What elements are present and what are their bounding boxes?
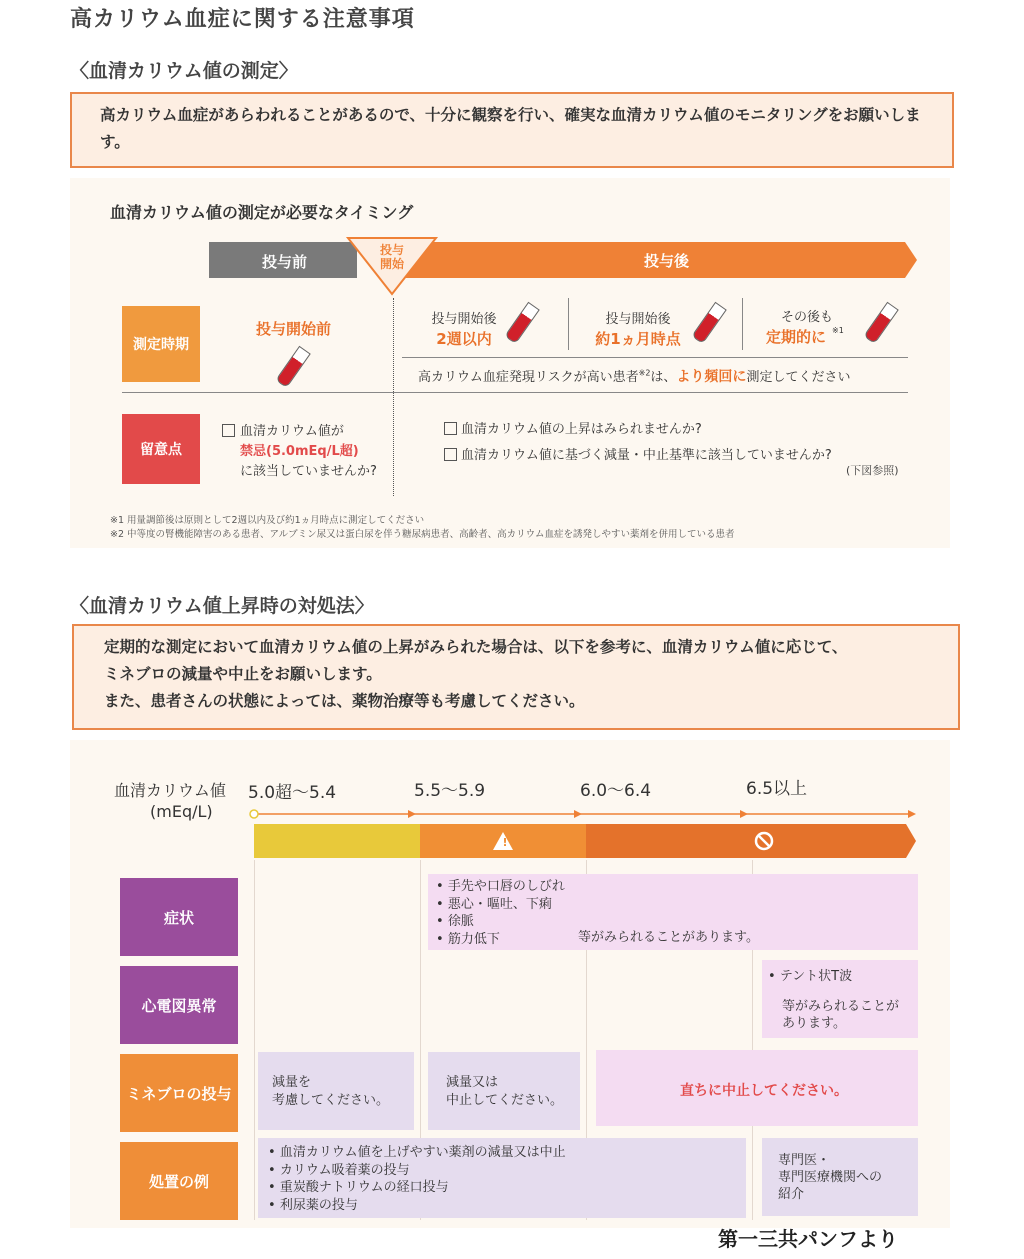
list-item: • 血清カリウム値を上げやすい薬剤の減量又は中止 [268, 1145, 566, 1160]
check-before-3: に該当していませんか? [240, 464, 377, 479]
checkbox [444, 448, 457, 461]
bar-after-label: 投与後 [644, 252, 690, 270]
axis-label-2: (mEq/L) [150, 802, 213, 821]
measure-divider [568, 298, 569, 350]
range-arrowhead [740, 810, 748, 818]
footnote-2: ※2 中等度の腎機能障害のある患者、アルブミン尿又は蛋白尿を伴う糖尿病患者、高齢者、高カリウム血症を誘発しやすい薬剤を併用している患者 [110, 529, 735, 540]
list-item-text: 重炭酸ナトリウムの経口投与 [279, 1180, 449, 1196]
source-credit: 第一三共パンフより [718, 1227, 898, 1251]
timing-title: 血清カリウム値の測定が必要なタイミング [110, 203, 414, 222]
section1-callout-text: 高カリウム血症があらわれることがあるので、十分に観察を行い、確実な血清カリウム値のモニタリングをお願いします。 [100, 106, 921, 152]
row-label-measure: 測定時期 [122, 306, 200, 382]
range-arrowhead [908, 810, 916, 818]
list-item: • 筋力低下 [436, 931, 500, 947]
grid-line [254, 860, 255, 1220]
measure-a-line1: 投与開始後 [431, 312, 497, 327]
dose-3: 直ちに中止してください。 [680, 1083, 848, 1099]
list-item-text: 手先や口唇のしびれ [447, 879, 565, 894]
checkbox [222, 424, 235, 437]
measure-b-line2: 約1ヵ月時点 [595, 330, 681, 348]
list-item-text: 筋力低下 [447, 931, 500, 947]
list-item-text: 血清カリウム値を上げやすい薬剤の減量又は中止 [279, 1145, 566, 1160]
measure-a-line2: 2週以内 [436, 330, 492, 348]
range-label: 5.5〜5.9 [414, 781, 486, 801]
start-divider [393, 298, 394, 496]
range-start-dot [250, 810, 258, 818]
timing-panel [70, 178, 950, 548]
warning-icon: ! [502, 836, 508, 849]
section1-callout [70, 92, 954, 168]
check-after-1: 血清カリウム値の上昇はみられませんか? [461, 422, 702, 437]
checkbox [444, 422, 457, 435]
check-before-2: 禁忌(5.0mEq/L超) [240, 444, 359, 459]
range-band-red-orange [586, 824, 916, 858]
list-item-text: カリウム吸着薬の投与 [279, 1162, 410, 1178]
list-item: • 徐脈 [436, 914, 474, 930]
range-label: 6.0〜6.4 [580, 781, 652, 801]
check-before-1: 血清カリウム値が [240, 424, 344, 439]
dose-2-b: 中止してください。 [446, 1093, 564, 1108]
bar-before-label: 投与前 [262, 253, 308, 271]
refer-1: 専門医・ [778, 1153, 831, 1168]
page-title: 高カリウム血症に関する注意事項 [70, 7, 415, 32]
section2-heading: 〈血清カリウム値上昇時の対処法〉 [70, 595, 374, 617]
dose-1-a: 減量を [272, 1075, 312, 1090]
row-label-caution: 留意点 [122, 414, 200, 484]
measure-divider [742, 298, 743, 350]
measure-c-sup: ※1 [832, 326, 844, 335]
action-list [268, 1144, 566, 1214]
high-risk-rule [402, 357, 908, 358]
dose-1-b: 考慮してください。 [272, 1093, 390, 1108]
ecg-item-text: テント状T波 [779, 969, 853, 984]
high-risk-post: 測定してください [746, 370, 851, 385]
high-risk-note [418, 366, 850, 386]
dose-2-a: 減量又は [446, 1075, 499, 1090]
refer-2: 専門医療機関への [778, 1170, 883, 1185]
row-label-dose: ミネブロの投与 [120, 1054, 238, 1132]
section2-callout-text [104, 634, 944, 715]
row-label-ecg: 心電図異常 [120, 966, 238, 1044]
symptom-list [436, 878, 565, 948]
row-label-symptom: 症状 [120, 878, 238, 956]
timeline-bar [205, 236, 920, 298]
range-band-yellow [254, 824, 420, 858]
check-after-2: 血清カリウム値に基づく減量・中止基準に該当していませんか? [461, 448, 832, 463]
section2-callout-line2: ミネブロの減量や中止をお願いします。 [104, 665, 382, 684]
ecg-tail-1: 等がみられることが [782, 999, 900, 1014]
refer-3: 紹介 [778, 1187, 805, 1202]
measure-b-line1: 投与開始後 [605, 312, 671, 327]
list-item: • 悪心・嘔吐、下痢 [436, 896, 552, 912]
measure-c-line1: その後も [780, 310, 833, 325]
high-risk-sup: ※2 [638, 368, 651, 378]
see-below: (下図参照) [846, 464, 899, 477]
ecg-item: • テント状T波 [768, 969, 853, 984]
range-bar [248, 800, 920, 860]
range-arrowhead [408, 810, 416, 818]
list-item-text: 悪心・嘔吐、下痢 [447, 896, 552, 912]
section2-callout [72, 624, 960, 730]
section2-callout-line1: 定期的な測定において血清カリウム値の上昇がみられた場合は、以下を参考に、血清カリウム値に応じて、 [104, 638, 848, 656]
bar-start-label: 投与 開始 [379, 243, 404, 272]
section1-heading: 〈血清カリウム値の測定〉 [70, 60, 298, 82]
measure-c-line2: 定期的に [766, 328, 827, 346]
list-item-text: 徐脈 [447, 914, 474, 930]
footnote-1: ※1 用量調節後は原則として2週以内及び約1ヵ月時点に測定してください [110, 515, 425, 526]
high-risk-mid: は、 [650, 370, 677, 385]
section2-callout-line3: また、患者さんの状態によっては、薬物治療等も考慮してください。 [104, 692, 585, 711]
range-label: 5.0超〜5.4 [248, 783, 337, 803]
list-item-text: 利尿薬の投与 [279, 1197, 358, 1213]
list-item: • カリウム吸着薬の投与 [268, 1162, 410, 1178]
ecg-tail-2: あります。 [782, 1016, 846, 1031]
list-item: • 手先や口唇のしびれ [436, 879, 565, 894]
high-risk-emph: より頻回に [676, 369, 747, 385]
axis-label-1: 血清カリウム値 [114, 781, 226, 800]
range-arrowhead [574, 810, 582, 818]
high-risk-pre: 高カリウム血症発現リスクが高い患者 [418, 370, 639, 385]
list-item: • 利尿薬の投与 [268, 1197, 358, 1213]
row-label-action: 処置の例 [120, 1142, 238, 1220]
range-label: 6.5以上 [746, 779, 808, 799]
row-divider [122, 392, 908, 393]
list-item: • 重炭酸ナトリウムの経口投与 [268, 1180, 449, 1196]
measure-before: 投与開始前 [256, 320, 332, 338]
symptoms-tail: 等がみられることがあります。 [578, 930, 759, 945]
